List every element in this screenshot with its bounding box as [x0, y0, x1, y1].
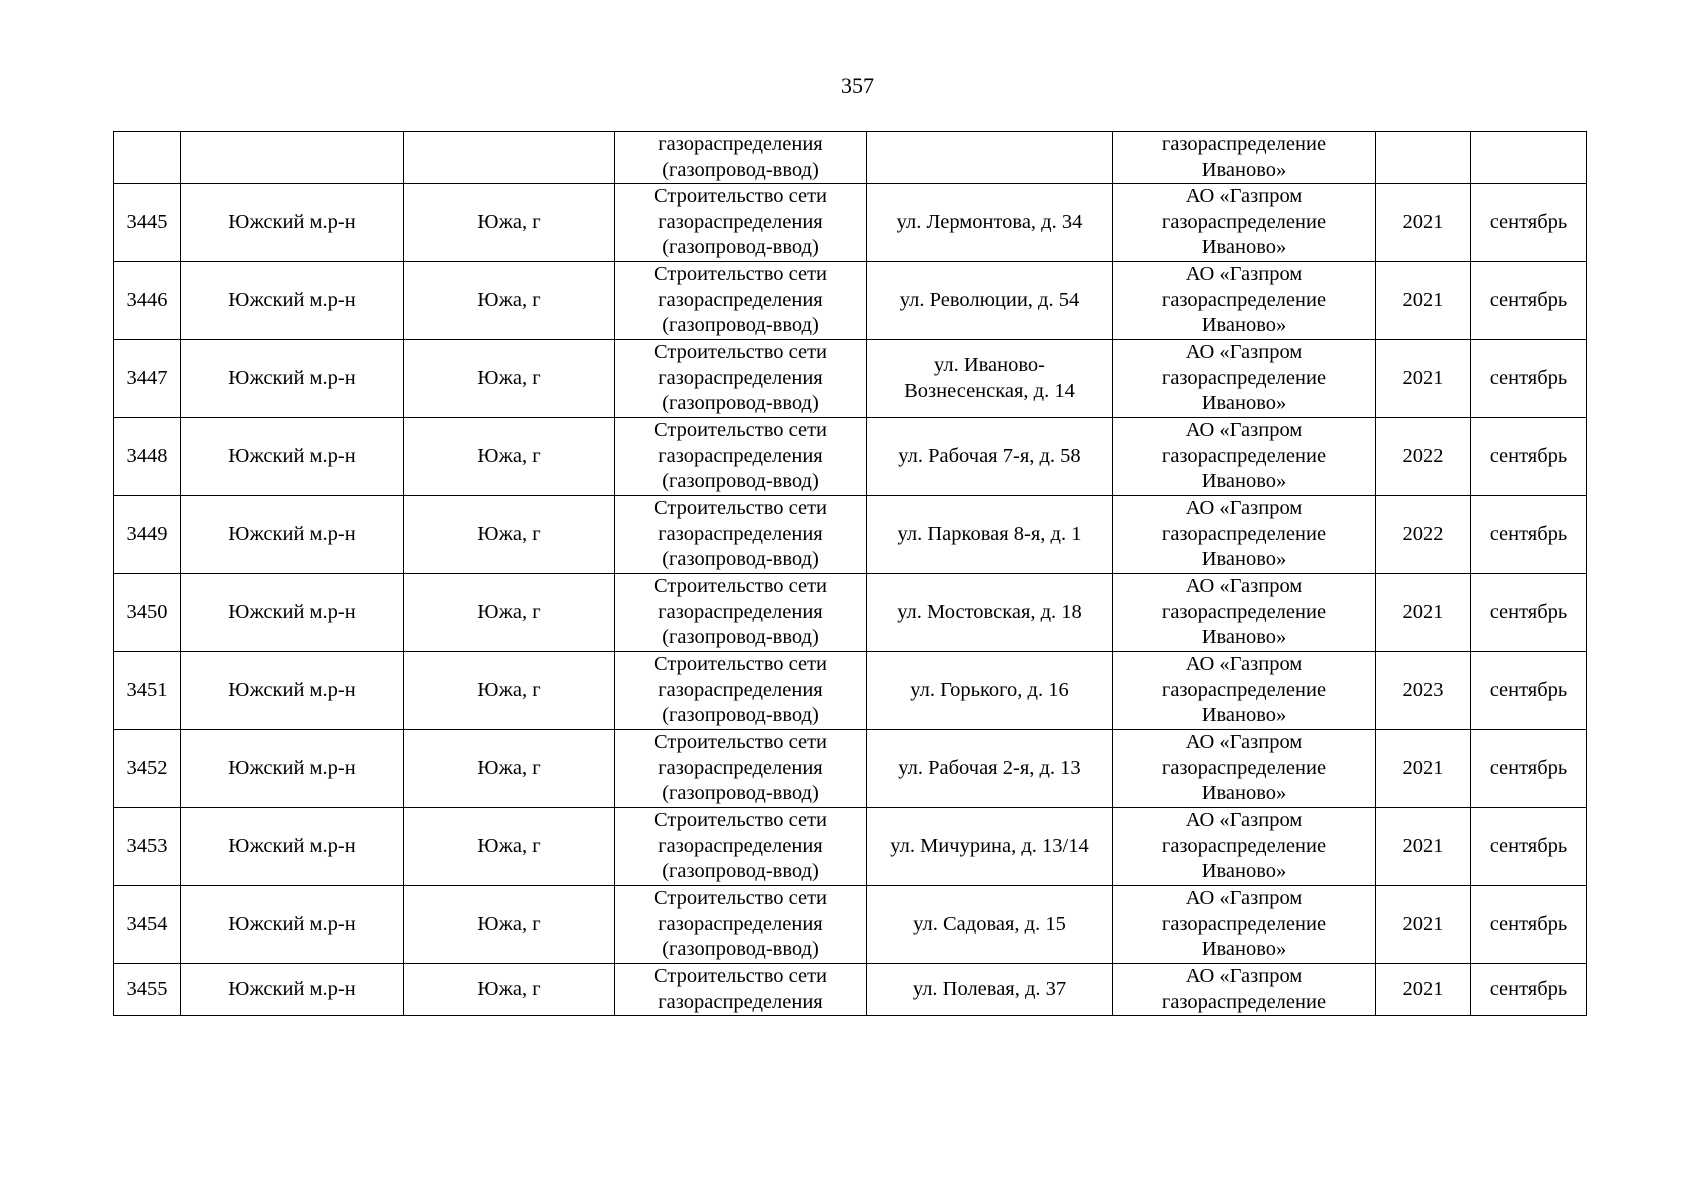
cell-num: 3445	[114, 184, 181, 262]
cell-num: 3454	[114, 886, 181, 964]
cell-work-text: Строительство сети газораспределения (газопровод-ввод)	[653, 575, 828, 649]
cell-num: 3452	[114, 730, 181, 808]
cell-address-text: ул. Мостовская, д. 18	[897, 600, 1082, 623]
cell-address	[867, 340, 1113, 418]
cell-executor-text: АО «Газпром газораспределение Иваново»	[1161, 653, 1327, 727]
cell-address-text: ул. Рабочая 7-я, д. 58	[898, 444, 1081, 467]
cell-settlement: Южа, г	[404, 496, 615, 574]
cell-address	[867, 132, 1113, 184]
cell-work-text: газораспределения (газопровод-ввод)	[658, 133, 823, 181]
cell-executor-text: АО «Газпром газораспределение Иваново»	[1161, 731, 1327, 805]
cell-settlement: Южа, г	[404, 808, 615, 886]
table-row	[114, 652, 1587, 730]
cell-year: 2021	[1376, 886, 1471, 964]
cell-executor	[1113, 262, 1376, 340]
cell-executor-text: АО «Газпром газораспределение Иваново»	[1161, 497, 1327, 571]
table-row	[114, 262, 1587, 340]
cell-address	[867, 184, 1113, 262]
cell-month: сентябрь	[1471, 808, 1587, 886]
table-row	[114, 808, 1587, 886]
cell-executor	[1113, 886, 1376, 964]
cell-executor	[1113, 496, 1376, 574]
cell-address-text: ул. Полевая, д. 37	[912, 977, 1067, 1000]
cell-work-text: Строительство сети газораспределения (газопровод-ввод)	[653, 185, 828, 259]
cell-year: 2021	[1376, 340, 1471, 418]
cell-address-text: ул. Садовая, д. 15	[913, 912, 1066, 935]
cell-year: 2021	[1376, 184, 1471, 262]
cell-month: сентябрь	[1471, 496, 1587, 574]
cell-year: 2021	[1376, 808, 1471, 886]
table-row	[114, 886, 1587, 964]
cell-district: Южский м.р-н	[181, 340, 404, 418]
cell-month: сентябрь	[1471, 964, 1587, 1016]
cell-address-text: ул. Революции, д. 54	[899, 288, 1080, 311]
cell-year: 2021	[1376, 964, 1471, 1016]
cell-work-text: Строительство сети газораспределения (газопровод-ввод)	[653, 653, 828, 727]
cell-executor	[1113, 730, 1376, 808]
cell-executor-text: газораспределение Иваново»	[1161, 133, 1327, 181]
cell-executor	[1113, 340, 1376, 418]
cell-executor-text: АО «Газпром газораспределение Иваново»	[1161, 575, 1327, 649]
cell-work-text: Строительство сети газораспределения	[653, 965, 828, 1013]
cell-work	[615, 496, 867, 574]
cell-address-text: ул. Горького, д. 16	[910, 678, 1069, 701]
cell-district: Южский м.р-н	[181, 574, 404, 652]
cell-month: сентябрь	[1471, 418, 1587, 496]
cell-work-text: Строительство сети газораспределения (газопровод-ввод)	[653, 731, 828, 805]
cell-district: Южский м.р-н	[181, 652, 404, 730]
cell-num: 3450	[114, 574, 181, 652]
cell-num: 3446	[114, 262, 181, 340]
cell-year: 2022	[1376, 418, 1471, 496]
cell-settlement: Южа, г	[404, 652, 615, 730]
cell-district: Южский м.р-н	[181, 262, 404, 340]
cell-executor	[1113, 964, 1376, 1016]
cell-num	[114, 132, 181, 184]
cell-settlement: Южа, г	[404, 730, 615, 808]
cell-month: сентябрь	[1471, 184, 1587, 262]
cell-executor-text: АО «Газпром газораспределение Иваново»	[1161, 419, 1327, 493]
cell-executor-text: АО «Газпром газораспределение Иваново»	[1161, 263, 1327, 337]
cell-work	[615, 964, 867, 1016]
cell-work	[615, 184, 867, 262]
cell-work-text: Строительство сети газораспределения (газопровод-ввод)	[653, 263, 828, 337]
cell-address	[867, 886, 1113, 964]
cell-year: 2023	[1376, 652, 1471, 730]
cell-address	[867, 964, 1113, 1016]
cell-settlement: Южа, г	[404, 886, 615, 964]
table-row-continuation	[114, 132, 1587, 184]
table-row	[114, 340, 1587, 418]
cell-address	[867, 652, 1113, 730]
cell-num: 3448	[114, 418, 181, 496]
cell-executor	[1113, 808, 1376, 886]
cell-work	[615, 262, 867, 340]
cell-work-text: Строительство сети газораспределения (газопровод-ввод)	[653, 341, 828, 415]
cell-year: 2022	[1376, 496, 1471, 574]
cell-work	[615, 418, 867, 496]
cell-address	[867, 496, 1113, 574]
cell-executor	[1113, 418, 1376, 496]
cell-executor-text: АО «Газпром газораспределение Иваново»	[1161, 185, 1327, 259]
cell-work-text: Строительство сети газораспределения (газопровод-ввод)	[653, 497, 828, 571]
cell-executor-text: АО «Газпром газораспределение Иваново»	[1161, 809, 1327, 883]
cell-address-text: ул. Лермонтова, д. 34	[896, 210, 1083, 233]
table-row	[114, 184, 1587, 262]
cell-work	[615, 886, 867, 964]
cell-district: Южский м.р-н	[181, 496, 404, 574]
construction-schedule-table	[113, 131, 1587, 1016]
cell-settlement: Южа, г	[404, 262, 615, 340]
cell-work	[615, 808, 867, 886]
cell-work-text: Строительство сети газораспределения (газопровод-ввод)	[653, 887, 828, 961]
cell-address-text: ул. Парковая 8-я, д. 1	[897, 522, 1082, 545]
cell-num: 3449	[114, 496, 181, 574]
cell-num: 3455	[114, 964, 181, 1016]
table-row	[114, 496, 1587, 574]
cell-month: сентябрь	[1471, 886, 1587, 964]
cell-executor	[1113, 652, 1376, 730]
table-row	[114, 574, 1587, 652]
cell-executor	[1113, 574, 1376, 652]
cell-address	[867, 808, 1113, 886]
cell-num: 3447	[114, 340, 181, 418]
cell-address	[867, 574, 1113, 652]
cell-district: Южский м.р-н	[181, 184, 404, 262]
cell-district: Южский м.р-н	[181, 808, 404, 886]
cell-address-text: ул. Мичурина, д. 13/14	[890, 834, 1089, 857]
cell-month: сентябрь	[1471, 730, 1587, 808]
cell-year	[1376, 132, 1471, 184]
cell-address-text: ул. Рабочая 2-я, д. 13	[898, 756, 1081, 779]
cell-num: 3451	[114, 652, 181, 730]
cell-month: сентябрь	[1471, 262, 1587, 340]
cell-address	[867, 262, 1113, 340]
cell-executor	[1113, 132, 1376, 184]
cell-num: 3453	[114, 808, 181, 886]
cell-work	[615, 574, 867, 652]
cell-settlement: Южа, г	[404, 418, 615, 496]
cell-month: сентябрь	[1471, 652, 1587, 730]
table-body	[114, 132, 1587, 1016]
cell-work-text: Строительство сети газораспределения (газопровод-ввод)	[653, 809, 828, 883]
cell-district: Южский м.р-н	[181, 964, 404, 1016]
cell-executor	[1113, 184, 1376, 262]
cell-work	[615, 730, 867, 808]
cell-work	[615, 132, 867, 184]
cell-work	[615, 340, 867, 418]
cell-year: 2021	[1376, 574, 1471, 652]
table-row	[114, 964, 1587, 1016]
cell-settlement: Южа, г	[404, 574, 615, 652]
cell-executor-text: АО «Газпром газораспределение	[1161, 965, 1327, 1013]
cell-month: сентябрь	[1471, 574, 1587, 652]
cell-address	[867, 418, 1113, 496]
table-row	[114, 730, 1587, 808]
table-row	[114, 418, 1587, 496]
page-number: 357	[841, 73, 874, 98]
cell-year: 2021	[1376, 730, 1471, 808]
cell-settlement: Южа, г	[404, 340, 615, 418]
cell-work	[615, 652, 867, 730]
cell-district: Южский м.р-н	[181, 418, 404, 496]
cell-executor-text: АО «Газпром газораспределение Иваново»	[1161, 887, 1327, 961]
cell-district: Южский м.р-н	[181, 886, 404, 964]
cell-district	[181, 132, 404, 184]
cell-year: 2021	[1376, 262, 1471, 340]
cell-address-text: ул. Иваново- Вознесенская, д. 14	[904, 354, 1075, 402]
cell-month	[1471, 132, 1587, 184]
cell-executor-text: АО «Газпром газораспределение Иваново»	[1161, 341, 1327, 415]
cell-settlement	[404, 132, 615, 184]
cell-settlement: Южа, г	[404, 964, 615, 1016]
cell-settlement: Южа, г	[404, 184, 615, 262]
cell-work-text: Строительство сети газораспределения (газопровод-ввод)	[653, 419, 828, 493]
cell-district: Южский м.р-н	[181, 730, 404, 808]
cell-address	[867, 730, 1113, 808]
cell-month: сентябрь	[1471, 340, 1587, 418]
